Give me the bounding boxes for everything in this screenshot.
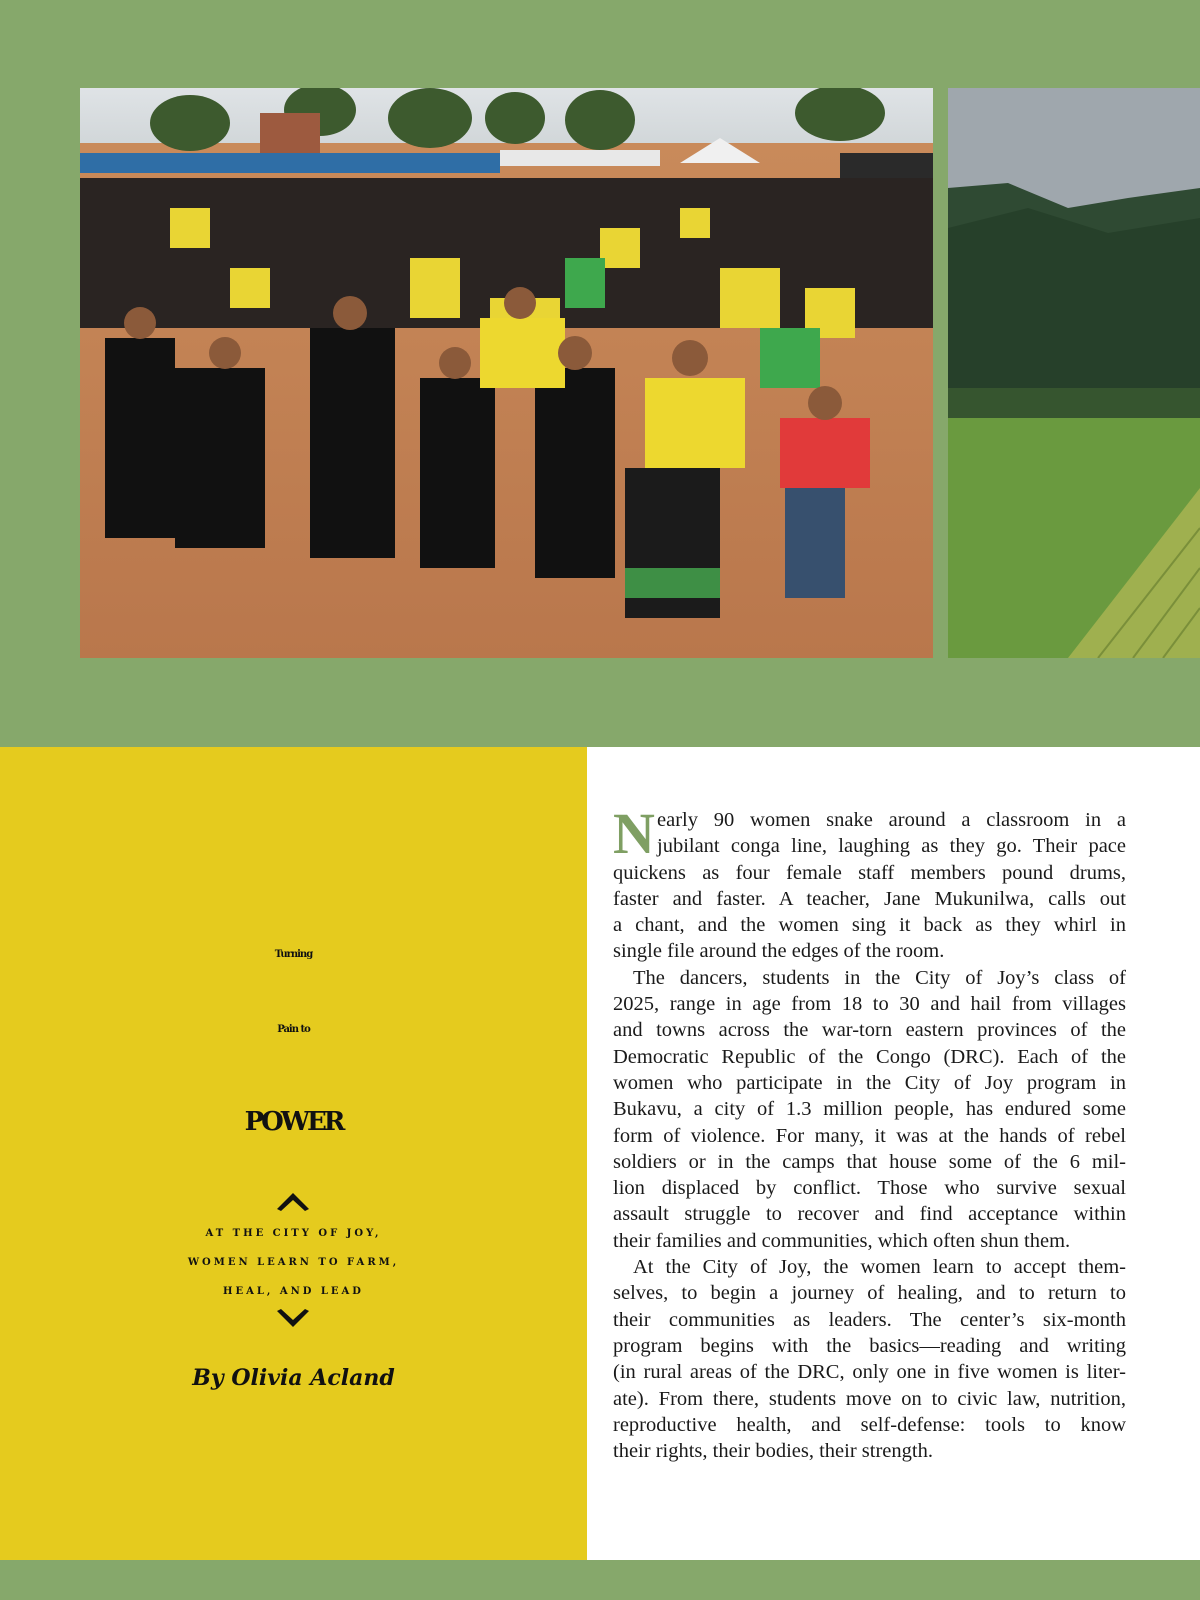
chevron-up-icon	[277, 1193, 309, 1211]
article-deck	[0, 1219, 587, 1306]
article-body-panel	[587, 747, 1200, 1560]
body-line: ate). From there, students move on to civic law, nutrition,	[613, 1387, 1126, 1410]
body-line: selves, to begin a journey of healing, and to return to	[613, 1282, 1126, 1305]
body-line: reproductive health, and self-defense: tools to know	[613, 1413, 1126, 1436]
body-line: a chant, and the women sing it back as they whirl in	[613, 914, 1126, 937]
body-line: women who participate in the City of Joy program in	[613, 1071, 1126, 1094]
deck-line: AT THE CITY OF JOY,	[205, 1228, 382, 1239]
byline: By Olivia Acland	[192, 1365, 395, 1391]
body-line: single file around the edges of the room.	[613, 940, 945, 963]
body-line: their rights, their bodies, their strength.	[613, 1440, 933, 1463]
body-line: jubilant conga line, laughing as they go. Their pace	[657, 835, 1126, 858]
body-line: lion displaced by conflict. Those who survive sexual	[613, 1177, 1126, 1200]
body-line: early 90 women snake around a classroom in a	[657, 809, 1126, 831]
title-panel	[0, 747, 587, 1560]
body-line: assault struggle to recover and find acceptance within	[613, 1203, 1126, 1226]
body-line: soldiers or in the camps that house some of the 6 mil-	[613, 1150, 1126, 1173]
chevron-down-icon	[277, 1309, 309, 1327]
body-line: program begins with the basics—reading and writing	[613, 1334, 1126, 1357]
body-line: quickens as four female staff members pound drums,	[613, 861, 1126, 884]
body-line: their communities as leaders. The center’s six-month	[613, 1308, 1126, 1331]
body-line: form of violence. For many, it was at the hands of rebel	[613, 1124, 1126, 1147]
body-line: The dancers, students in the City of Joy’s class of	[633, 966, 1126, 989]
article-body	[613, 801, 1126, 1464]
women-rally-photo	[80, 88, 933, 658]
green-valley-landscape-photo	[948, 88, 1200, 658]
body-line: faster and faster. A teacher, Jane Mukunilwa, calls out	[613, 887, 1126, 910]
deck-line: WOMEN LEARN TO FARM,	[187, 1257, 400, 1268]
body-line: Democratic Republic of the Congo (DRC). Each of the	[613, 1045, 1126, 1068]
headline-line-2: Pain to	[277, 1024, 310, 1035]
body-line: Bukavu, a city of 1.3 million people, has endured some	[613, 1098, 1126, 1121]
body-line: 2025, range in age from 18 to 30 and hail from villages	[613, 993, 1126, 1016]
drop-cap: N	[613, 801, 655, 866]
body-line: At the City of Joy, the women learn to accept them-	[633, 1256, 1126, 1279]
deck-line: HEAL, AND LEAD	[223, 1286, 364, 1297]
bottom-border-band	[0, 1560, 1200, 1600]
body-line: and towns across the war-torn eastern provinces of the	[613, 1019, 1126, 1042]
body-line: their families and communities, which often shun them.	[613, 1229, 1071, 1252]
headline-line-3: POWER	[244, 1107, 343, 1137]
headline-line-1: Turning	[274, 949, 313, 960]
body-line: (in rural areas of the DRC, only one in five women is liter-	[613, 1361, 1126, 1384]
